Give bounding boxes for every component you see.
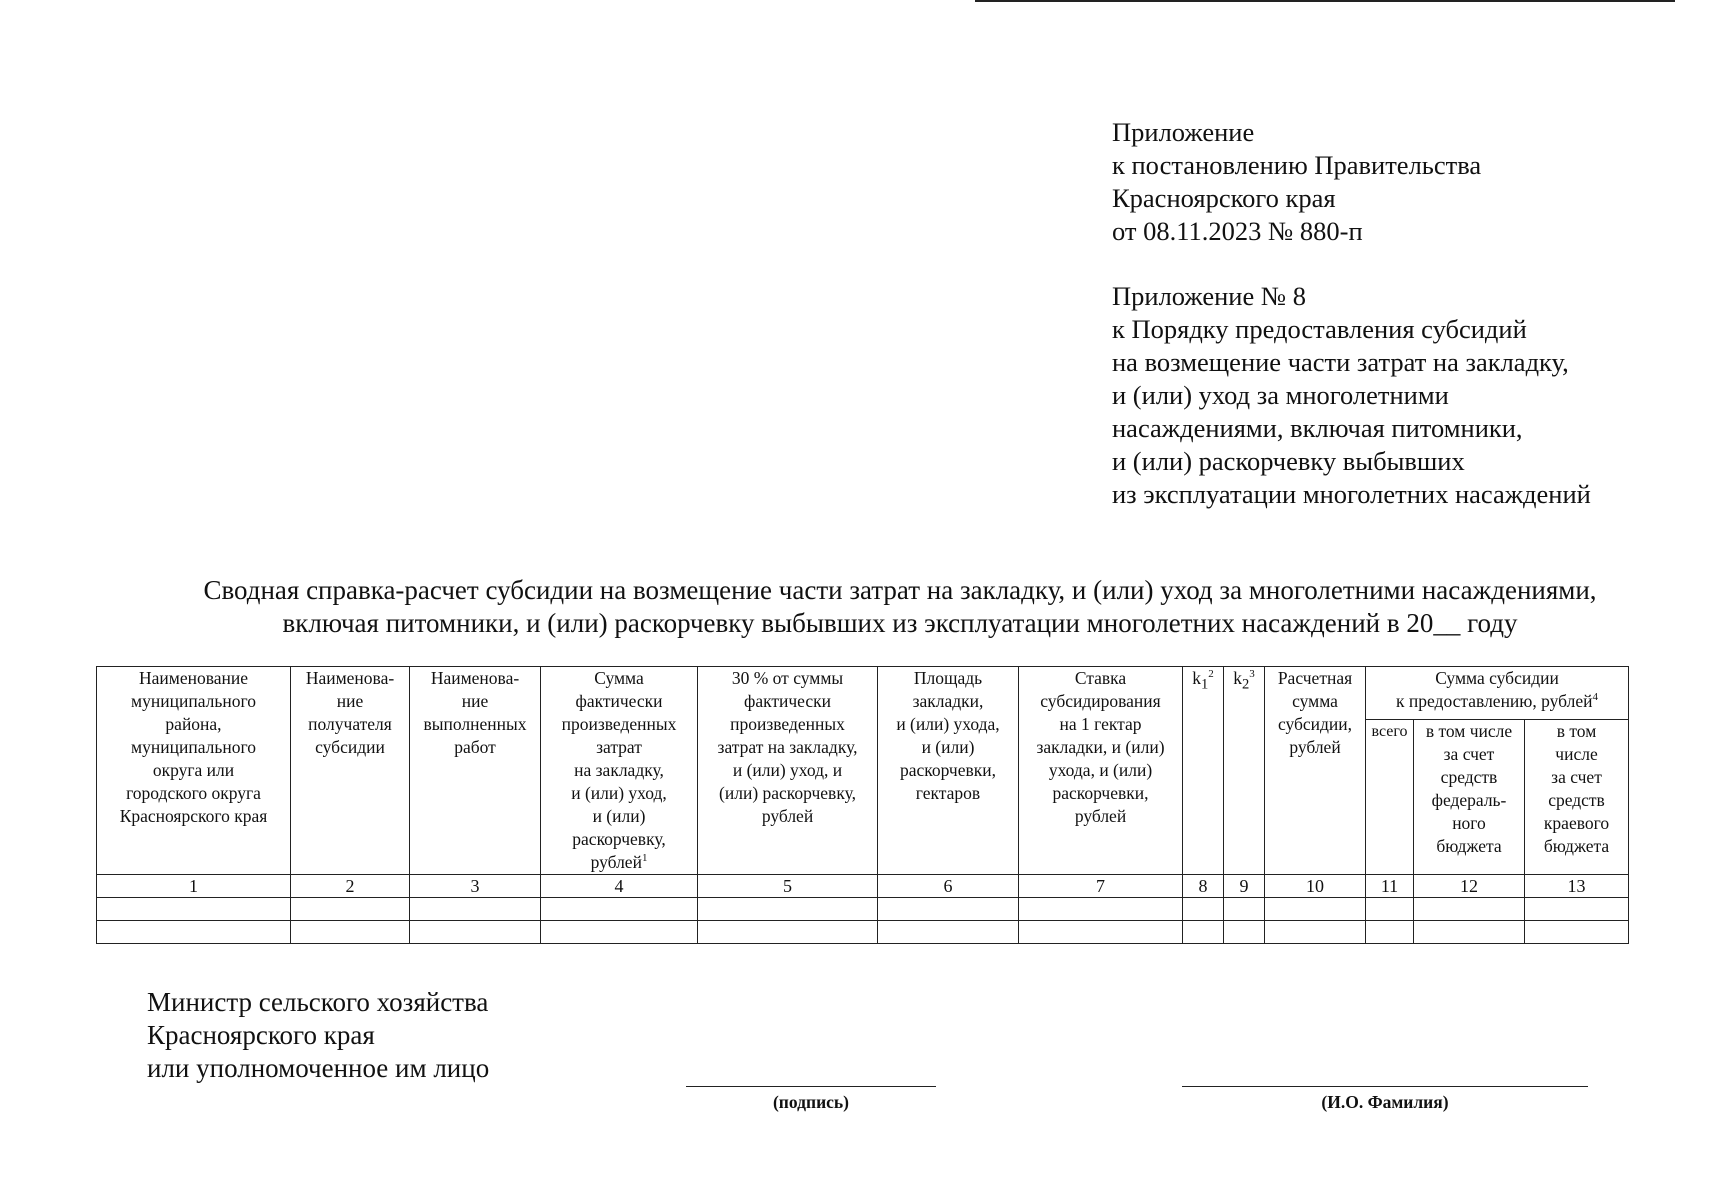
- signature-caption: (подпись): [772, 1092, 850, 1112]
- table-cell: [410, 921, 541, 944]
- top-rule: [975, 0, 1675, 2]
- header-k2: [1224, 667, 1265, 875]
- footnote-1: 1: [641, 852, 648, 865]
- column-number: 13: [1525, 875, 1629, 898]
- k1-subscript: 1: [1200, 676, 1209, 693]
- signer-block: [147, 986, 489, 1085]
- column-number: 11: [1366, 875, 1414, 898]
- title-line: включая питомники, и (или) раскорчевку выбывших из эксплуатации многолетних насаждений в 20__ году: [282, 608, 1518, 638]
- table-cell: [878, 921, 1019, 944]
- signer-line: Министр сельского хозяйства: [147, 987, 489, 1017]
- table-cell: [541, 921, 698, 944]
- header-actual-costs-text: Сумма фактически произведенных затрат на закладку, и (или) уход, и (или) раскорчевку, рублей: [561, 668, 677, 872]
- header-works: Наименова- ние выполненных работ: [410, 667, 541, 875]
- name-caption: (И.О. Фамилия): [1321, 1092, 1449, 1112]
- column-number: 10: [1265, 875, 1366, 898]
- header-subsidy-group: [1366, 667, 1629, 720]
- appendix-gov-line: от 08.11.2023 № 880-п: [1112, 216, 1363, 246]
- signer-line: или уполномоченное им лицо: [147, 1053, 490, 1083]
- appendix-order-line: к Порядку предоставления субсидий: [1112, 314, 1527, 344]
- table-cell: [1525, 921, 1629, 944]
- header-rate: Ставка субсидирования на 1 гектар закладки, и (или) ухода, и (или) раскорчевки, рублей: [1019, 667, 1183, 875]
- table-cell: [1224, 898, 1265, 921]
- footnote-2: 2: [1208, 668, 1214, 681]
- table-cell: [97, 921, 291, 944]
- appendix-order-line: и (или) раскорчевку выбывших: [1112, 446, 1465, 476]
- column-number: 7: [1019, 875, 1183, 898]
- header-total: всего: [1366, 719, 1414, 874]
- table-cell: [1224, 921, 1265, 944]
- column-number: 5: [698, 875, 878, 898]
- table-cell: [1265, 898, 1366, 921]
- appendix-order-line: насаждениями, включая питомники,: [1112, 413, 1523, 443]
- column-number: 4: [541, 875, 698, 898]
- appendix-order-line: и (или) уход за многолетними: [1112, 380, 1449, 410]
- table-cell: [1414, 921, 1525, 944]
- document-title: [140, 574, 1660, 640]
- table-cell: [878, 898, 1019, 921]
- signature-line: [686, 1086, 936, 1087]
- header-subsidy-group-text: Сумма субсидии к предоставлению, рублей: [1396, 668, 1593, 711]
- column-number: 9: [1224, 875, 1265, 898]
- column-number: 12: [1414, 875, 1525, 898]
- table-cell: [698, 898, 878, 921]
- column-number: 1: [97, 875, 291, 898]
- appendix-gov-line: Красноярского края: [1112, 183, 1336, 213]
- table-cell: [541, 898, 698, 921]
- table-cell: [1019, 898, 1183, 921]
- appendix-block: [1112, 116, 1591, 511]
- table-cell: [698, 921, 878, 944]
- header-federal-budget: в том числе за счет средств федераль- ного бюджета: [1414, 719, 1525, 874]
- footnote-3: 3: [1249, 668, 1255, 681]
- table-cell: [1366, 898, 1414, 921]
- k2-letter: k: [1233, 668, 1242, 688]
- table-cell: [291, 898, 410, 921]
- header-30-percent: 30 % от суммы фактически произведенных затрат на закладку, и (или) уход, и (или) раскорчевку, рублей: [698, 667, 878, 875]
- appendix-gov-line: Приложение: [1112, 117, 1255, 147]
- header-recipient: Наименова- ние получателя субсидии: [291, 667, 410, 875]
- column-number: 6: [878, 875, 1019, 898]
- appendix-order-line: из эксплуатации многолетних насаждений: [1112, 479, 1591, 509]
- table-cell: [1366, 921, 1414, 944]
- appendix-gap: [1112, 248, 1591, 280]
- column-number-row: [97, 875, 1629, 898]
- name-line: [1182, 1086, 1588, 1087]
- table-cell: [1183, 921, 1224, 944]
- header-municipality: Наименование муниципального района, муниципального округа или городского округа Красноярского края: [97, 667, 291, 875]
- signer-line: Красноярского края: [147, 1020, 375, 1050]
- column-number: 3: [410, 875, 541, 898]
- header-k1: [1183, 667, 1224, 875]
- header-area: Площадь закладки, и (или) ухода, и (или) раскорчевки, гектаров: [878, 667, 1019, 875]
- appendix-order-line: на возмещение части затрат на закладку,: [1112, 347, 1569, 377]
- footnote-4: 4: [1592, 691, 1598, 704]
- k1-letter: k: [1192, 668, 1201, 688]
- table-cell: [410, 898, 541, 921]
- k2-subscript: 2: [1241, 676, 1250, 693]
- column-number: 2: [291, 875, 410, 898]
- appendix-gov-line: к постановлению Правительства: [1112, 150, 1482, 180]
- table-cell: [291, 921, 410, 944]
- appendix-order-line: Приложение № 8: [1112, 281, 1307, 311]
- header-actual-costs: [541, 667, 698, 875]
- table-cell: [1525, 898, 1629, 921]
- column-number: 8: [1183, 875, 1224, 898]
- header-estimated-subsidy: Расчетная сумма субсидии, рублей: [1265, 667, 1366, 875]
- table-cell: [1019, 921, 1183, 944]
- table-row: [97, 898, 1629, 921]
- title-line: Сводная справка-расчет субсидии на возмещение части затрат на закладку, и (или) уход за многолетними насаждениями,: [203, 575, 1597, 605]
- table-cell: [1414, 898, 1525, 921]
- table-cell: [97, 898, 291, 921]
- header-regional-budget: в том числе за счет средств краевого бюджета: [1525, 719, 1629, 874]
- header-row: [97, 667, 1629, 720]
- table-cell: [1183, 898, 1224, 921]
- subsidy-calculation-table: [96, 666, 1629, 944]
- table-row: [97, 921, 1629, 944]
- table-cell: [1265, 921, 1366, 944]
